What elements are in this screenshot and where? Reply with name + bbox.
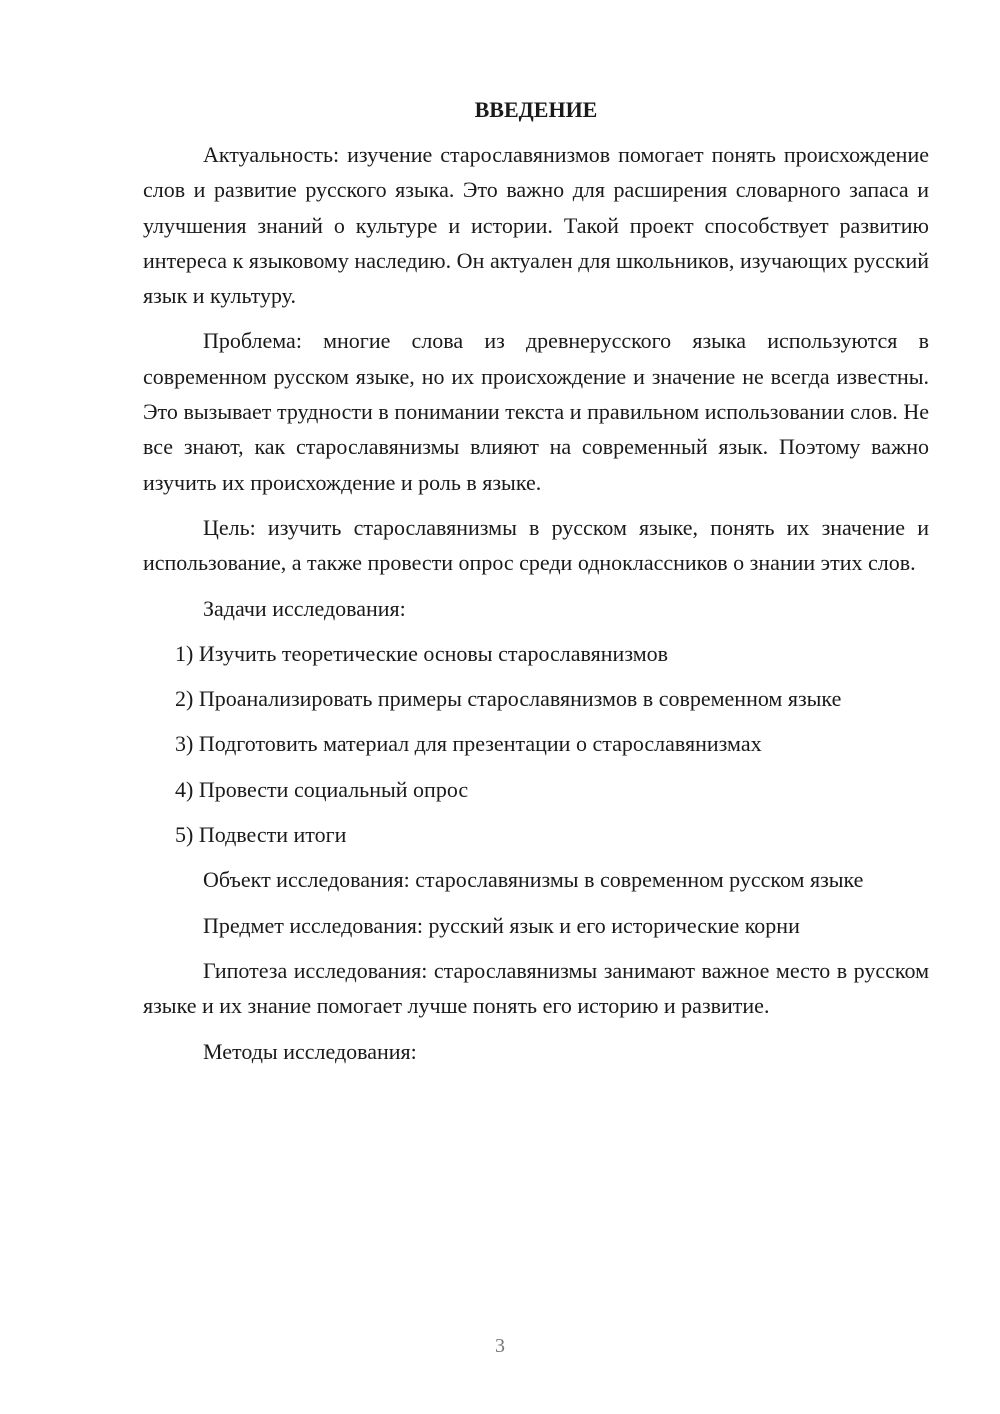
task-item-2: 2) Проанализировать примеры старославянизмов в современном языке (175, 686, 842, 712)
document-title: ВВЕДЕНИЕ (474, 97, 598, 122)
subject-paragraph: Предмет исследования: русский язык и его исторические корни (203, 912, 800, 938)
hypothesis-paragraph: Гипотеза исследования: старославянизмы занимают важное место в русском языке и их знание помогает лучше понять его историю и развитие. (143, 957, 929, 1019)
task-item-5: 5) Подвести итоги (175, 822, 347, 848)
task-item-4: 4) Провести социальный опрос (175, 776, 469, 802)
task-item-3: 3) Подготовить материал для презентации о старославянизмах (175, 731, 762, 757)
tasks-heading: Задачи исследования: (203, 595, 406, 621)
object-paragraph: Объект исследования: старославянизмы в современном русском языке (203, 867, 864, 893)
document-page (143, 95, 929, 1079)
methods-heading: Методы исследования: (203, 1038, 417, 1064)
page-number: 3 (495, 1335, 505, 1357)
problem-paragraph: Проблема: многие слова из древнерусского языка используются в современном русском языке, но их происхождение и значение не всегда известны. Это вызывает трудности в понимании текста и правильном использовании слов. Не все знают, как старославянизмы влияют на современный язык. Поэтому важно изучить их происхождение и роль в языке. (143, 328, 929, 495)
goal-paragraph: Цель: изучить старославянизмы в русском языке, понять их значение и использование, а также провести опрос среди одноклассников о знании этих слов. (143, 514, 929, 576)
relevance-paragraph: Актуальность: изучение старославянизмов помогает понять происхождение слов и развитие русского языка. Это важно для расширения словарного запаса и улучшения знаний о культуре и истории. Такой проект способствует развитию интереса к языковому наследию. Он актуален для школьников, изучающих русский язык и культуру. (143, 142, 929, 309)
task-item-1: 1) Изучить теоретические основы старославянизмов (175, 640, 669, 666)
